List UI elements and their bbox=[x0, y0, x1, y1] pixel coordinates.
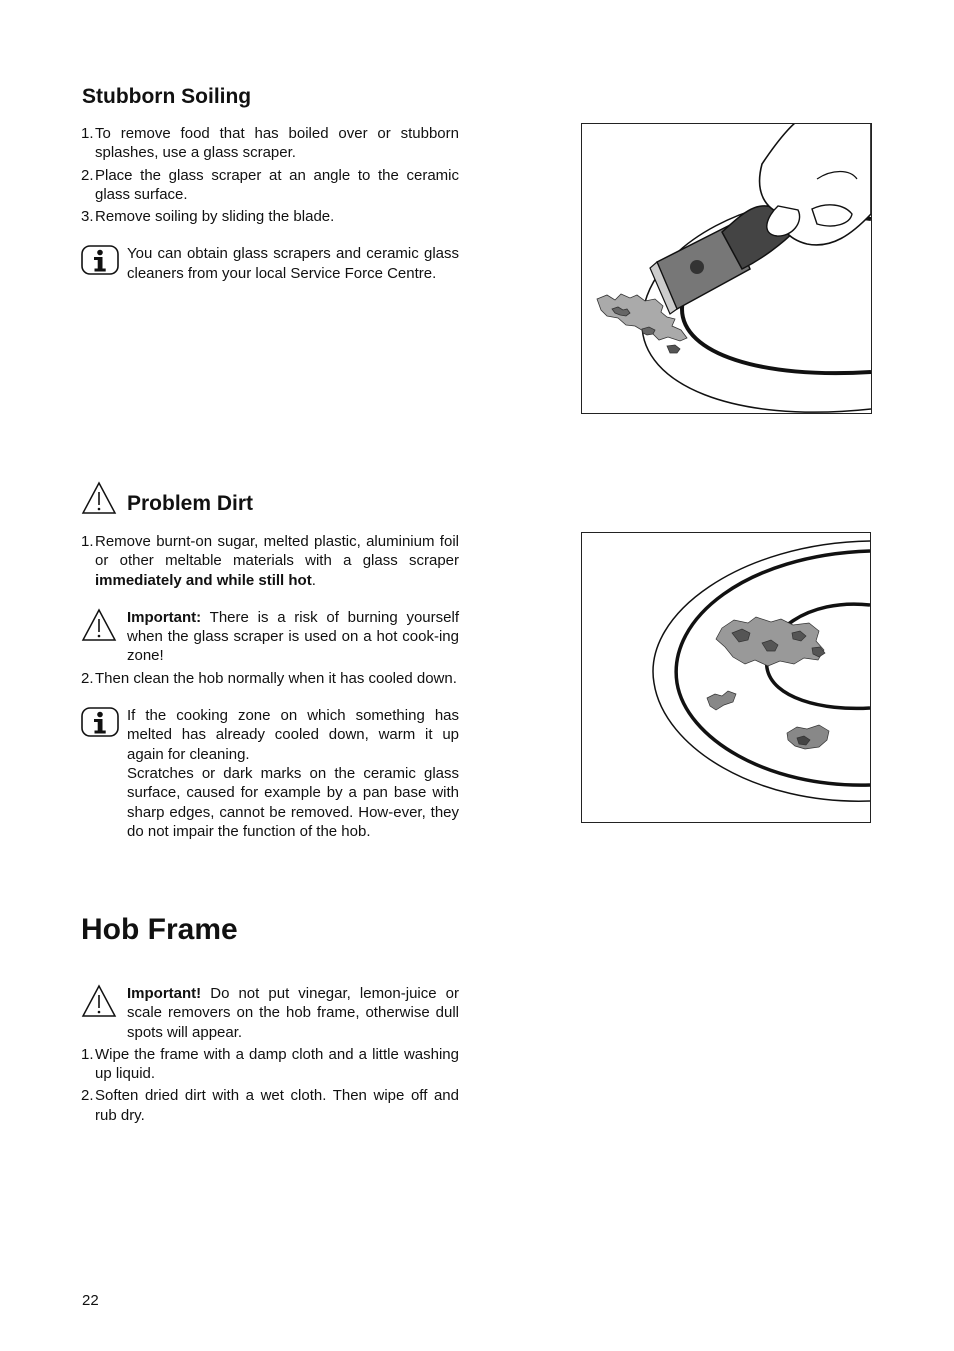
info-note: You can obtain glass scrapers and ceramic glass cleaners from your local Service Force Centre. bbox=[81, 244, 459, 283]
hob-frame-section bbox=[81, 984, 459, 1125]
list-item: 2. Place the glass scraper at an angle to the ceramic glass surface. bbox=[81, 166, 459, 203]
warning-triangle-icon bbox=[81, 984, 117, 1023]
warning-triangle-icon bbox=[81, 481, 117, 520]
warning-note: Important: There is a risk of burning yourself when the glass scraper is used on a hot cook-ing zone! bbox=[81, 608, 459, 666]
list-item: 2. Soften dried dirt with a wet cloth. Then wipe off and rub dry. bbox=[81, 1087, 459, 1124]
list-item: 3. Remove soiling by sliding the blade. bbox=[81, 208, 335, 226]
hob-frame-heading: Hob Frame bbox=[81, 913, 238, 946]
warning-note: Important! Do not put vinegar, lemon-juice or scale removers on the hob frame, otherwise dull spots will appear. bbox=[81, 984, 459, 1042]
stubborn-soiling-section bbox=[81, 124, 459, 283]
list-item: 2. Then clean the hob normally when it has cooled down. bbox=[81, 669, 457, 687]
list-item: 1. Remove burnt-on sugar, melted plastic, aluminium foil or other meltable materials with a glass scraper immediately and while still hot. bbox=[81, 533, 459, 589]
stubborn-soiling-heading: Stubborn Soiling bbox=[82, 85, 252, 108]
hob-dirt-illustration bbox=[581, 532, 871, 823]
problem-dirt-heading: Problem Dirt bbox=[127, 492, 254, 515]
info-note: If the cooking zone on which something has melted has already cooled down, warm it up again for cleaning. Scratches or dark marks on the ceramic glass surface, caused for example by a pan base with sharp edges, cannot be removed. How-ever, they do not impair the function of the hob. bbox=[81, 706, 459, 841]
info-icon bbox=[81, 244, 119, 281]
info-icon bbox=[81, 706, 119, 743]
list-item: 1. To remove food that has boiled over or stubborn splashes, use a glass scraper. bbox=[81, 125, 459, 162]
glass-scraper-illustration bbox=[581, 123, 872, 414]
page-number: 22 bbox=[82, 1292, 99, 1309]
list-item: 1. Wipe the frame with a damp cloth and a little washing up liquid. bbox=[81, 1045, 459, 1083]
problem-dirt-section bbox=[81, 532, 459, 841]
warning-triangle-icon bbox=[81, 608, 117, 647]
